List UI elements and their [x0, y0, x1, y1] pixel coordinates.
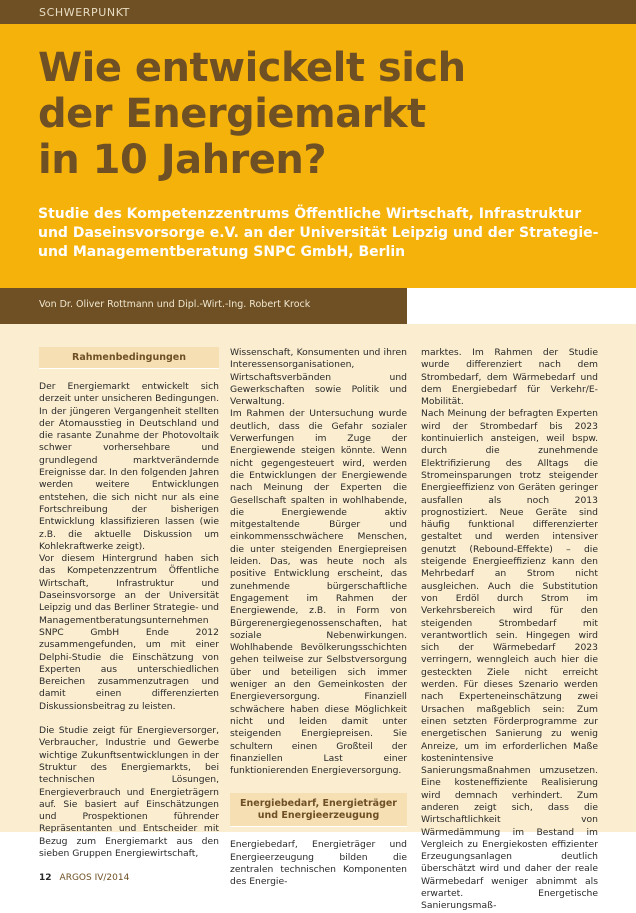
paragraph: Nach Meinung der befragten Experten wird der Strombedarf bis 2023 kontinuierlich ansteigen, weil bspw. durch die zunehmende Elektrifizierung des Alltags die Stromeinsparungen trotz steigender Energieeffizienz von Geräten geringer ausfallen als noch 2013 prognostiziert. Neue Geräte sind häufig funktional differenzierter gestaltet und werden intensiver genutzt (Rebound-Effekte) – die steigende Energieeffizienz kann den Mehrbedarf an Strom nicht ausgleichen. Auch die Substitution von Erdöl durch Strom im Verkehrsbereich wird für den steigenden Strombedarf mit verantwortlich sein. Hingegen wird sich der Wärmebedarf 2023 verringern, wenngleich auch hier die gesteckten Ziele nicht erreicht werden. Für dieses Szenario werden nach Experteneinschätzung zwei Ursachen maßgeblich sein: Zum einen setzten Förderprogramme zur energetischen Sanierung zu wenig Anreize, um im erforderlichen Maße kostenintensive Sanierungsmaßnahmen umzusetzen. Eine kosteneffiziente Realisierung wird demnach verhindert. Zum anderen zeigt sich, dass die Wirtschaftlichkeit von Wärmedämmung im Bestand im Vergleich zu Energiekosten effizienter Erzeugungsanlagen deutlich überschätzt wird und daher der reale Wärmebedarf weniger abnimmt als erwartet. Energetische Sanierungsmaß-: [421, 408, 598, 912]
paragraph: marktes. Im Rahmen der Studie wurde differenziert nach dem Strombedarf, dem Wärmebedarf und dem Energiebedarf für Verkehr/E-Mobilität.: [421, 347, 598, 408]
paragraph: Der Energiemarkt entwickelt sich derzeit unter unsicheren Bedingungen. In der jüngeren Vergangenheit stellten der Atomausstieg in Deutschland und die rasante Zunahme der Photovoltaik schwer vorhersehbare und grundlegend marktverändernde Ereignisse dar. In den folgenden Jahren werden weitere Entwicklungen entstehen, die sich nicht nur als eine Fortschreibung der bisherigen Entwicklung klassifizieren lassen (wie z.B. die aktuelle Diskussion um Kohlekraftwerke zeigt).: [39, 381, 220, 552]
page-footer: [39, 873, 129, 883]
page-title: [38, 45, 608, 183]
author-byline: Von Dr. Oliver Rottmann und Dipl.-Wirt.-Ing. Robert Krock: [39, 299, 311, 310]
paragraph: Wissenschaft, Konsumenten und ihren Interessensorganisationen, Wirtschaftsverbänden und Gewerkschaften sowie Politik und Verwaltung.: [230, 347, 407, 408]
title-banner: [0, 24, 636, 288]
paragraph: Vor diesem Hintergrund haben sich das Kompetenzzentrum Öffentliche Wirtschaft, Infrastruktur und Daseinsvorsorge an der Universität Leipzig und das Berliner Strategie- und Managementberatungsunternehmen SNPC GmbH Ende 2012 zusammengefunden, um mit einer Delphi-Studie die Einschätzung von Experten aus unterschiedlichen Bereichen zusammenzutragen und damit einen differenzierten Diskussionsbeitrag zu leisten.: [39, 553, 219, 712]
text-column-3: [421, 347, 598, 913]
subheading-energiebedarf: Energiebedarf, Energieträger und Energieerzeugung: [230, 793, 407, 827]
publication-name: ARGOS IV/2014: [59, 873, 130, 883]
paragraph: Im Rahmen der Untersuchung wurde deutlich, dass die Gefahr sozialer Verwerfungen im Zuge der Energiewende steigen könnte. Wenn nicht gegengesteuert wird, werden die Entwicklungen der Energiewende nach Meinung der Experten die Gesellschaft spalten in wohlhabende, die Energiewende aktiv mitgestaltende Bürger und einkommensschwächere Menschen, die unter steigenden Energiepreisen leiden. Das, was heute noch als positive Entwicklung erscheint, das zunehmende bürgerschaftliche Engagement im Rahmen der Energiewende, z.B. in Form von Bürgerenergiegenossenschaften, hat soziale Nebenwirkungen. Wohlhabende Bevölkerungsschichten gehen teilweise zur Selbstversorgung über und beteiligen sich immer weniger an den Gemeinkosten der Energieversorgung. Finanziell schwächere haben diese Möglichkeit nicht und leiden damit unter steigenden Energiepreisen. Sie schultern einen Großteil der finanziellen Last einer funktionierenden Energieversorgung.: [230, 408, 407, 777]
author-bar: [0, 288, 407, 324]
subheading-rahmenbedingungen: Rahmenbedingungen: [39, 347, 219, 369]
title-line: der Energiemarkt: [38, 91, 426, 137]
subtitle: [38, 205, 598, 262]
paragraph: Energiebedarf, Energieträger und Energieerzeugung bilden die zentralen technischen Komponenten des Energie-: [230, 839, 407, 888]
subtitle-line: und Daseinsvorsorge e.V. an der Universität Leipzig und der Strategie-: [38, 225, 599, 241]
text-column-2: [230, 347, 407, 889]
title-line: in 10 Jahren?: [38, 137, 327, 183]
section-bar: [0, 0, 636, 24]
paragraph: Die Studie zeigt für Energieversorger, Verbraucher, Industrie und Gewerbe wichtige Zukunftsentwicklungen in der Struktur des Energiemarkts, bei technischen Lösungen, Energieverbrauch und Energieträgern auf. Sie basiert auf Einschätzungen und Prospektionen führender Repräsentanten und Entscheider mit Bezug zum Energiemarkt aus den sieben Gruppen Energiewirtschaft,: [39, 725, 219, 859]
page-number: 12: [39, 873, 52, 883]
subtitle-line: Studie des Kompetenzzentrums Öffentliche Wirtschaft, Infrastruktur: [38, 206, 582, 222]
title-line: Wie entwickelt sich: [38, 45, 466, 91]
subtitle-line: und Managementberatung SNPC GmbH, Berlin: [38, 244, 406, 260]
text-column-1: [39, 347, 219, 860]
section-label: SCHWERPUNKT: [39, 6, 130, 19]
